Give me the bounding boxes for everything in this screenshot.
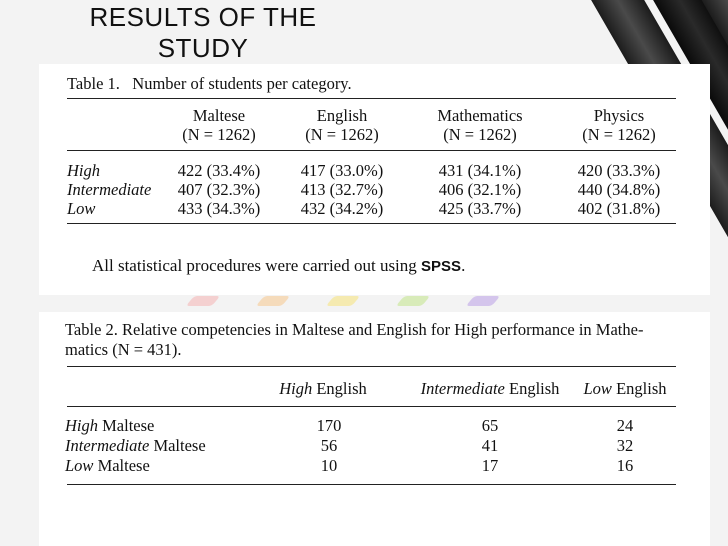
table1-col-n: (N = 1262) (582, 125, 656, 144)
col-qualifier: Low (583, 379, 612, 398)
table2-caption-line1: Table 2. Relative competencies in Maltese and English for High performance in Mathe- (65, 320, 644, 339)
table2-cell: 41 (481, 436, 499, 455)
row-subject: Maltese (153, 436, 206, 455)
table2-header-rule (67, 406, 676, 407)
note-software: SPSS (421, 258, 462, 275)
col-subject: English (509, 379, 560, 398)
note-text: All statistical procedures were carried out using (92, 256, 417, 275)
decorative-color-strip (150, 296, 530, 310)
slide-title: RESULTS OF THE STUDY (89, 2, 317, 63)
table2-col-header (279, 379, 367, 398)
table1-cell: 420 (33.3%) (577, 161, 661, 180)
row-subject: Maltese (97, 456, 150, 475)
table1-cell: 417 (33.0%) (300, 161, 384, 180)
col-qualifier: Intermediate (420, 379, 505, 398)
row-qualifier: Intermediate (65, 436, 150, 455)
table1-col-n: (N = 1262) (443, 125, 517, 144)
table2-cell: 170 (316, 416, 342, 435)
table1-row-label: Low (67, 199, 96, 218)
col-subject: English (616, 379, 667, 398)
table1-cell: 413 (32.7%) (300, 180, 384, 199)
table1-col-header: Maltese (192, 106, 246, 125)
table1-caption (67, 74, 352, 94)
table2-cell: 16 (616, 456, 634, 475)
table2-cell: 17 (481, 456, 499, 475)
table1-cell: 433 (34.3%) (177, 199, 261, 218)
table2-cell: 10 (320, 456, 338, 475)
table1-col-n: (N = 1262) (182, 125, 256, 144)
table1-note (92, 256, 465, 276)
table2-bottom-rule (67, 484, 676, 485)
table2-row-label (65, 436, 206, 455)
row-qualifier: High (65, 416, 98, 435)
table2-top-rule (67, 366, 676, 367)
table2-row-label (65, 456, 150, 475)
table1-cell: 407 (32.3%) (177, 180, 261, 199)
table1-row-label: High (67, 161, 100, 180)
table1-cell: 402 (31.8%) (577, 199, 661, 218)
table2-caption (65, 320, 695, 360)
table1-cell: 406 (32.1%) (438, 180, 522, 199)
table2-cell: 56 (320, 436, 338, 455)
table1-cell: 440 (34.8%) (577, 180, 661, 199)
table1-col-n: (N = 1262) (305, 125, 379, 144)
table1-bottom-rule (67, 223, 676, 224)
table1-cell: 431 (34.1%) (438, 161, 522, 180)
table1-header-rule (67, 150, 676, 151)
table1-col-header: English (316, 106, 368, 125)
col-qualifier: High (279, 379, 313, 398)
table1-cell: 432 (34.2%) (300, 199, 384, 218)
table2-col-header (421, 379, 560, 398)
table2-cell: 24 (616, 416, 634, 435)
table2-cell: 65 (481, 416, 499, 435)
table2-panel (39, 312, 710, 546)
table2-cell: 32 (616, 436, 634, 455)
table1-cell: 422 (33.4%) (177, 161, 261, 180)
table1-panel (39, 64, 710, 295)
table1-top-rule (67, 98, 676, 99)
table1-cell: 425 (33.7%) (438, 199, 522, 218)
table2-caption-line2: matics (N = 431). (65, 340, 182, 359)
table1-row-label: Intermediate (67, 180, 152, 199)
table1-col-header: Physics (593, 106, 645, 125)
col-subject: English (316, 379, 367, 398)
table1-caption-number: Table 1. (67, 74, 120, 93)
table1-col-header: Mathematics (437, 106, 523, 125)
row-qualifier: Low (65, 456, 94, 475)
note-period: . (461, 256, 466, 275)
table2-col-header (584, 379, 667, 398)
table2-row-label (65, 416, 154, 435)
row-subject: Maltese (102, 416, 155, 435)
table1-caption-text: Number of students per category. (132, 74, 352, 93)
